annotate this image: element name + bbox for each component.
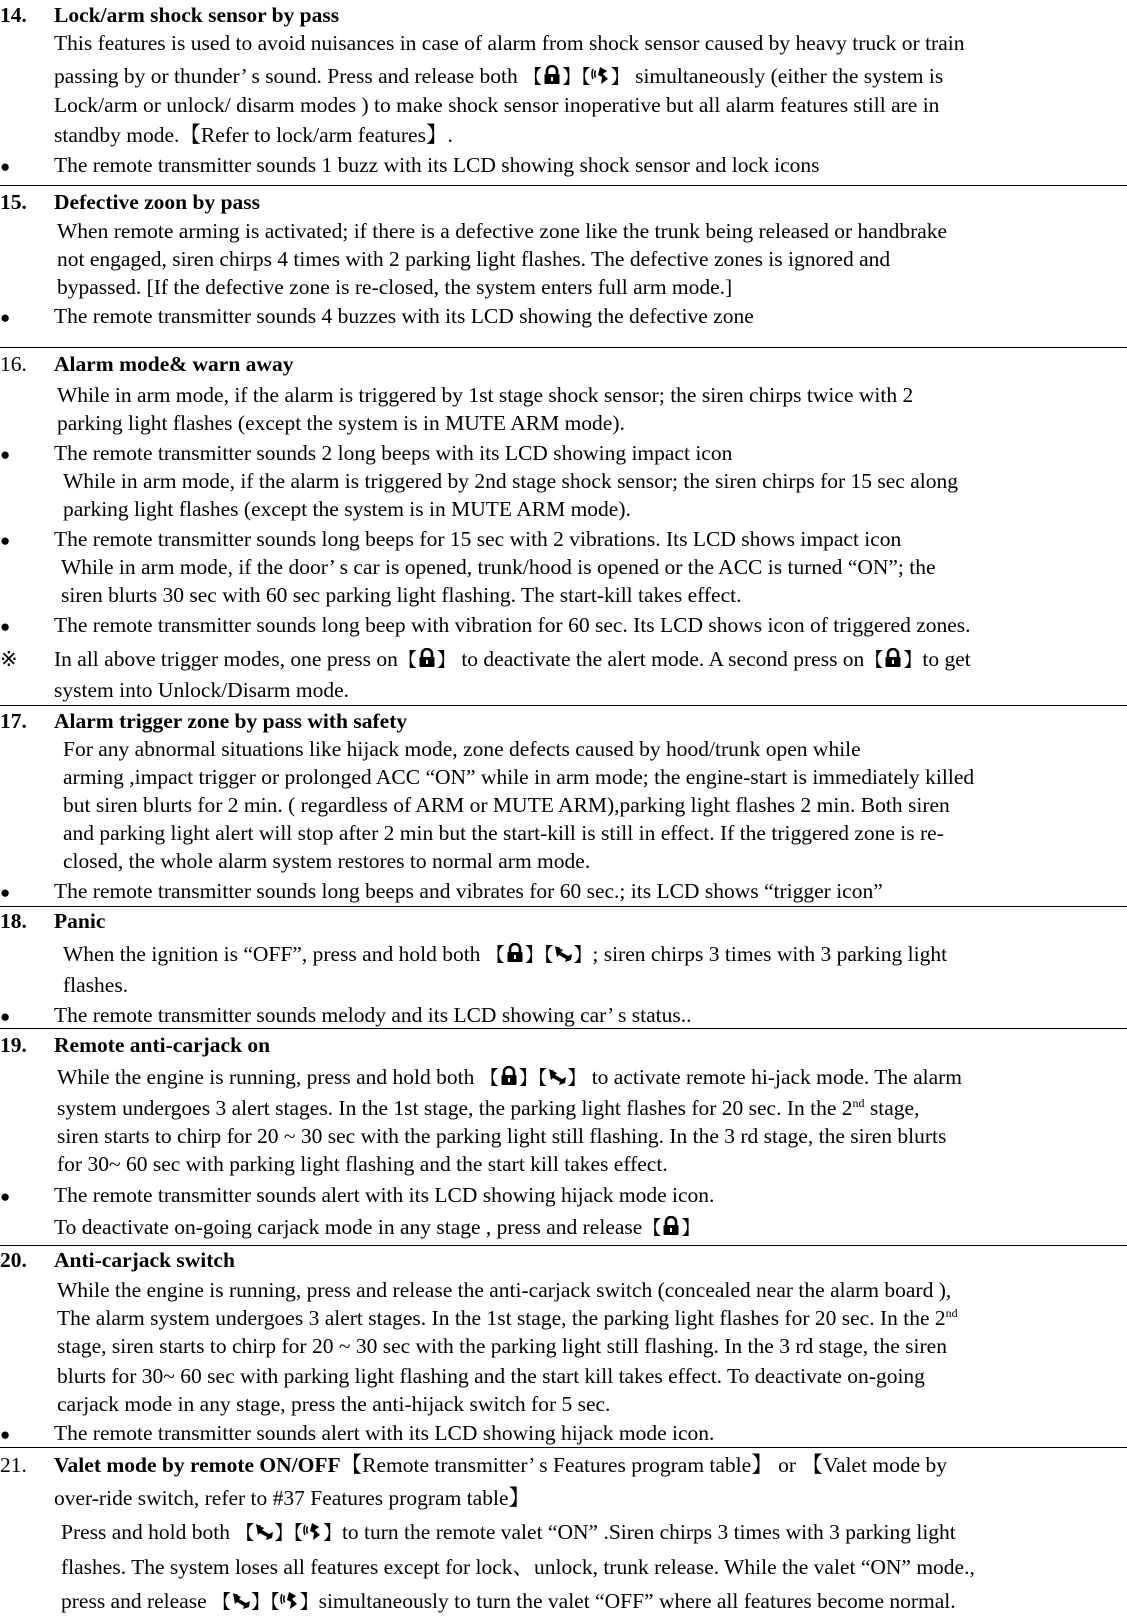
note-mark: ※: [0, 647, 18, 671]
shock-icon: [303, 1521, 323, 1541]
bullet-item: ● The remote transmitter sounds alert with its LCD showing hijack mode icon.: [0, 1419, 714, 1449]
section-title: Defective zoon by pass: [54, 190, 261, 214]
lock-icon: [883, 648, 903, 668]
lock-icon: [661, 1216, 681, 1236]
section-number: 21.: [0, 1453, 27, 1477]
section-title-reference: 【Remote transmitter’ s Features program table】 or 【Valet mode by: [340, 1453, 948, 1477]
bullet-item: ● The remote transmitter sounds long beeps and vibrates for 60 sec.; its LCD shows “trigger icon”: [0, 877, 883, 907]
section-title: Alarm trigger zone by pass with safety: [54, 709, 408, 733]
section-title: Panic: [54, 909, 106, 933]
section-title: Lock/arm shock sensor by pass: [54, 3, 340, 27]
section-heading: [0, 1, 339, 29]
section-divider: [0, 906, 1127, 907]
section-title: Valet mode by remote ON/OFF: [54, 1453, 341, 1477]
section-number: 15.: [0, 190, 27, 214]
section-heading: [0, 188, 260, 216]
car-icon: [553, 943, 573, 963]
bullet-dot: ●: [0, 883, 11, 902]
section-divider: [0, 1028, 1127, 1029]
section-heading: [0, 1451, 947, 1479]
section-number: 18.: [0, 909, 27, 933]
section-paragraph: For any abnormal situations like hijack mode, zone defects caused by hood/trunk open while arming ,impact trigger or prolonged ACC “ON” while in arm mode; the engine-start is immediately killed but siren blurts for 2 min. ( regardless of ARM or MUTE ARM),parking light flashes 2 min. Both siren and parking light alert will stop after 2 min but the start-kill is still in effect. If the triggered zone is re- closed, the whole alarm system restores to normal arm mode.: [63, 737, 975, 873]
section-divider: [0, 185, 1127, 186]
lock-icon: [499, 1066, 519, 1086]
section-title: Anti-carjack switch: [54, 1248, 235, 1272]
section-title: Remote anti-carjack on: [54, 1033, 271, 1057]
section-heading: [0, 907, 105, 935]
section-paragraph: While in arm mode, if the alarm is triggered by 1st stage shock sensor; the siren chirps twice with 2 parking light flashes (except the system is in MUTE ARM mode).: [57, 383, 914, 435]
bullet-item: ● The remote transmitter sounds long beeps for 15 sec with 2 vibrations. Its LCD shows impact icon: [0, 525, 901, 555]
bullet-item: ● The remote transmitter sounds 1 buzz with its LCD showing shock sensor and lock icons: [0, 151, 820, 181]
section-divider: [0, 347, 1127, 348]
section-heading: [0, 1246, 235, 1274]
section-number: 17.: [0, 709, 27, 733]
section-heading: [0, 350, 293, 378]
section-number: 19.: [0, 1033, 27, 1057]
bullet-dot: ●: [0, 445, 11, 464]
car-icon: [547, 1066, 567, 1086]
bullet-item: ● The remote transmitter sounds long beep with vibration for 60 sec. Its LCD shows icon of triggered zones.: [0, 611, 971, 641]
deactivate-note: To deactivate on-going carjack mode in any stage , press and release【 】: [54, 1215, 701, 1239]
note-continuation: system into Unlock/Disarm mode.: [54, 678, 349, 702]
bullet-dot: ●: [0, 1007, 11, 1026]
shock-icon: [280, 1590, 300, 1610]
bullet-item: ● The remote transmitter sounds 2 long beeps with its LCD showing impact icon: [0, 439, 732, 469]
shock-icon: [591, 65, 611, 85]
lock-icon: [542, 65, 562, 85]
car-icon: [231, 1590, 251, 1610]
section-number: 16.: [0, 352, 27, 376]
bullet-dot: ●: [0, 617, 11, 636]
bullet-item: ● The remote transmitter sounds alert with its LCD showing hijack mode icon.: [0, 1181, 714, 1211]
bullet-item: ● The remote transmitter sounds 4 buzzes with its LCD showing the defective zone: [0, 302, 754, 332]
section-title-reference-cont: over-ride switch, refer to #37 Features program table】: [54, 1486, 530, 1510]
section-number: 20.: [0, 1248, 27, 1272]
section-divider: [0, 1447, 1127, 1448]
lock-icon: [417, 648, 437, 668]
section-paragraph: When remote arming is activated; if there is a defective zone like the trunk being released or handbrake not engaged, siren chirps 4 times with 2 parking light flashes. The defective zones is ignored and bypassed. [If the defective zone is re-closed, the system enters full arm mode.]: [57, 219, 948, 299]
section-paragraph: When the ignition is “OFF”, press and hold both 【 】【 】; siren chirps 3 times with 3 parking light flashes.: [63, 942, 948, 997]
note-item: ※ In all above trigger modes, one press on【 】 to deactivate the alert mode. A second press on【 】to get: [0, 647, 971, 671]
section-paragraph: While the engine is running, press and hold both 【 】【 】 to activate remote hi-jack mode. The alarm system undergoes 3 alert stages. In the 1st stage, the parking light flashes for 20 sec. In the 2nd stage, siren starts to chirp for 20 ~ 30 sec with the parking light still flashing. In the 3 rd stage, the siren blurts for 30~ 60 sec with parking light flashing and the start kill takes effect.: [57, 1065, 963, 1176]
section-title: Alarm mode& warn away: [54, 352, 294, 376]
section-paragraph: While in arm mode, if the door’ s car is opened, trunk/hood is opened or the ACC is turned “ON”; the siren blurts 30 sec with 60 sec parking light flashing. The start-kill takes effect.: [61, 555, 936, 607]
bullet-item: ● The remote transmitter sounds melody and its LCD showing car’ s status..: [0, 1001, 692, 1031]
section-paragraph: While in arm mode, if the alarm is triggered by 2nd stage shock sensor; the siren chirps for 15 sec along parking light flashes (except the system is in MUTE ARM mode).: [63, 469, 958, 521]
section-heading: [0, 1031, 270, 1059]
bullet-dot: ●: [0, 1425, 11, 1444]
car-icon: [254, 1521, 274, 1541]
bullet-dot: ●: [0, 531, 11, 550]
bullet-dot: ●: [0, 1187, 11, 1206]
lock-icon: [505, 943, 525, 963]
section-paragraph: Press and hold both 【 】【 】to turn the remote valet “ON” .Siren chirps 3 times with 3 parking light flashes. The system loses all features except for lock、unlock, trunk release. While the valet “ON” mode., press and release 【 】【 】simultaneously to turn the valet “OFF” where all features become normal.: [61, 1520, 975, 1613]
section-paragraph: This features is used to avoid nuisances in case of alarm from shock sensor caused by heavy truck or train passing by or thunder’ s sound. Press and release both 【 】【 】 simultaneously (either the system is Lock/arm or unlock/ disarm modes ) to make shock sensor inoperative but all alarm features still are in standby mode.【Refer to lock/arm features】.: [54, 31, 965, 147]
section-number: 14.: [0, 3, 27, 27]
bullet-dot: ●: [0, 157, 11, 176]
bullet-dot: ●: [0, 308, 11, 327]
section-divider: [0, 705, 1127, 706]
section-paragraph: While the engine is running, press and release the anti-carjack switch (concealed near the alarm board ), The alarm system undergoes 3 alert stages. In the 1st stage, the parking light flashes for 20 sec. In the 2nd stage, siren starts to chirp for 20 ~ 30 sec with the parking light still flashing. In the 3 rd stage, the siren blurts for 30~ 60 sec with parking light flashing and the start kill takes effect. To deactivate on-going carjack mode in any stage, press the anti-hijack switch for 5 sec.: [57, 1278, 958, 1416]
section-heading: [0, 707, 407, 735]
